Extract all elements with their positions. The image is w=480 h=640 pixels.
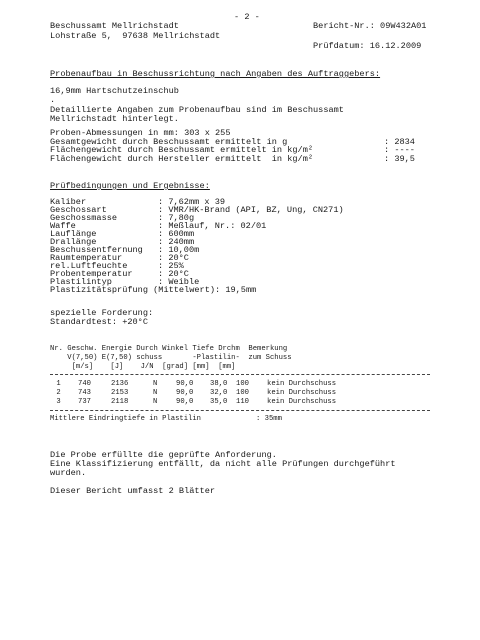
company-name: Beschussamt Mellrichstadt <box>50 21 179 31</box>
company-address: Lohstraße 5, 97638 Mellrichstadt <box>50 31 221 41</box>
condition-label: Plastilintyp <box>50 277 112 287</box>
page-number: - 2 - <box>234 12 260 22</box>
condition-value: : 7,80g <box>158 213 195 223</box>
cell-energy: 2153 <box>111 389 129 397</box>
setup-detail-2: Mellrichstadt hinterlegt. <box>50 114 179 124</box>
condition-label: Lauflänge <box>50 229 97 239</box>
condition-label: Geschossmasse <box>50 213 118 223</box>
condition-value: : 600mm <box>158 229 195 239</box>
condition-label: Probentemperatur <box>50 269 133 279</box>
cell-diameter: 100 <box>236 380 249 388</box>
setup-detail-1: Detaillierte Angaben zum Probenaufbau sind im Beschussamt <box>50 105 344 115</box>
cell-angle: 90,0 <box>176 398 194 406</box>
condition-value: : 25% <box>158 261 184 271</box>
table-header-line-2: V(7,50) E(7,50) schuss -Plastilin- zum Schuss <box>50 354 292 362</box>
table-header-line-1: Nr. Geschw. Energie Durch Winkel Tiefe Drchm Bemerkung <box>50 345 288 353</box>
setup-dimensions: Proben-Abmessungen in mm: 303 x 255 <box>50 128 231 138</box>
cell-nr: 1 <box>52 380 61 388</box>
condition-label: Drallänge <box>50 237 97 247</box>
condition-value: : 20°C <box>158 253 189 263</box>
cell-depth: 38,0 <box>210 380 228 388</box>
table-divider-bottom <box>50 410 430 411</box>
condition-value: : VMR/HK-Brand (API, BZ, Ung, CN271) <box>158 205 344 215</box>
setup-material: 16,9mm Hartschutzeinschub <box>50 86 179 96</box>
condition-label: Kaliber <box>50 197 87 207</box>
setup-row-value: : 2834 <box>384 137 415 147</box>
conclusion-line-1: Die Probe erfüllte die geprüfte Anforderung. <box>50 450 277 460</box>
setup-row-label: Flächengewicht durch Beschussamt ermittelt in kg/m² <box>50 145 314 155</box>
cell-energy: 2118 <box>111 398 129 406</box>
cell-energy: 2136 <box>111 380 129 388</box>
report-number: Bericht-Nr.: 09W432A01 <box>313 21 427 31</box>
mean-penetration-value: : 35mm <box>256 415 282 423</box>
cell-depth: 35,0 <box>210 398 228 406</box>
setup-dot: . <box>50 95 56 105</box>
conclusion-line-3: wurden. <box>50 468 87 478</box>
condition-value: : Meßlauf, Nr.: 02/01 <box>158 221 267 231</box>
condition-value: : 10,00m <box>158 245 200 255</box>
special-requirement: spezielle Forderung: <box>50 308 154 318</box>
condition-label: rel.Luftfeuchte <box>50 261 128 271</box>
cell-speed: 737 <box>78 398 91 406</box>
plasticity-test: Plastizitätsprüfung (Mittelwert): 19,5mm <box>50 285 257 295</box>
condition-value: : 240mm <box>158 237 195 247</box>
condition-label: Raumtemperatur <box>50 253 123 263</box>
cell-penetration: N <box>153 389 158 397</box>
cell-penetration: N <box>153 380 158 388</box>
condition-label: Waffe <box>50 221 76 231</box>
cell-penetration: N <box>153 398 158 406</box>
table-divider-top <box>50 374 430 375</box>
cell-nr: 3 <box>52 398 61 406</box>
condition-value: : 20°C <box>158 269 189 279</box>
setup-row-label: Flächengewicht durch Hersteller ermittelt in kg/m² <box>50 154 314 164</box>
condition-label: Beschussentfernung <box>50 245 143 255</box>
test-date: Prüfdatum: 16.12.2009 <box>313 41 422 51</box>
condition-value: : 7,62mm x 39 <box>158 197 226 207</box>
sheet-count: Dieser Bericht umfasst 2 Blätter <box>50 486 216 496</box>
conclusion-line-2: Eine Klassifizierung entfällt, da nicht alle Prüfungen durchgeführt <box>50 459 396 469</box>
setup-heading: Probenaufbau in Beschussrichtung nach Angaben des Auftraggebers: <box>50 69 381 79</box>
setup-row-value: : 39,5 <box>384 154 415 164</box>
cell-diameter: 100 <box>236 389 249 397</box>
cell-remark: kein Durchschuss <box>267 389 337 397</box>
mean-penetration-label: Mittlere Eindringtiefe in Plastilin <box>50 415 201 423</box>
table-header-line-3: [m/s] [J] J/N [grad] [mm] [mm] <box>50 363 236 371</box>
cell-depth: 32,0 <box>210 389 228 397</box>
cell-diameter: 110 <box>236 398 249 406</box>
cell-angle: 90,0 <box>176 389 194 397</box>
cell-nr: 2 <box>52 389 61 397</box>
condition-label: Geschossart <box>50 205 107 215</box>
cell-speed: 740 <box>78 380 91 388</box>
setup-row-label: Gesamtgewicht durch Beschussamt ermittelt in g <box>50 137 288 147</box>
setup-row-value: : ---- <box>384 145 415 155</box>
condition-value: : Weible <box>158 277 200 287</box>
cell-speed: 743 <box>78 389 91 397</box>
standard-test: Standardtest: +20°C <box>50 317 148 327</box>
cell-remark: kein Durchschuss <box>267 398 337 406</box>
cell-angle: 90,0 <box>176 380 194 388</box>
conditions-heading: Prüfbedingungen und Ergebnisse: <box>50 181 210 191</box>
cell-remark: kein Durchschuss <box>267 380 337 388</box>
